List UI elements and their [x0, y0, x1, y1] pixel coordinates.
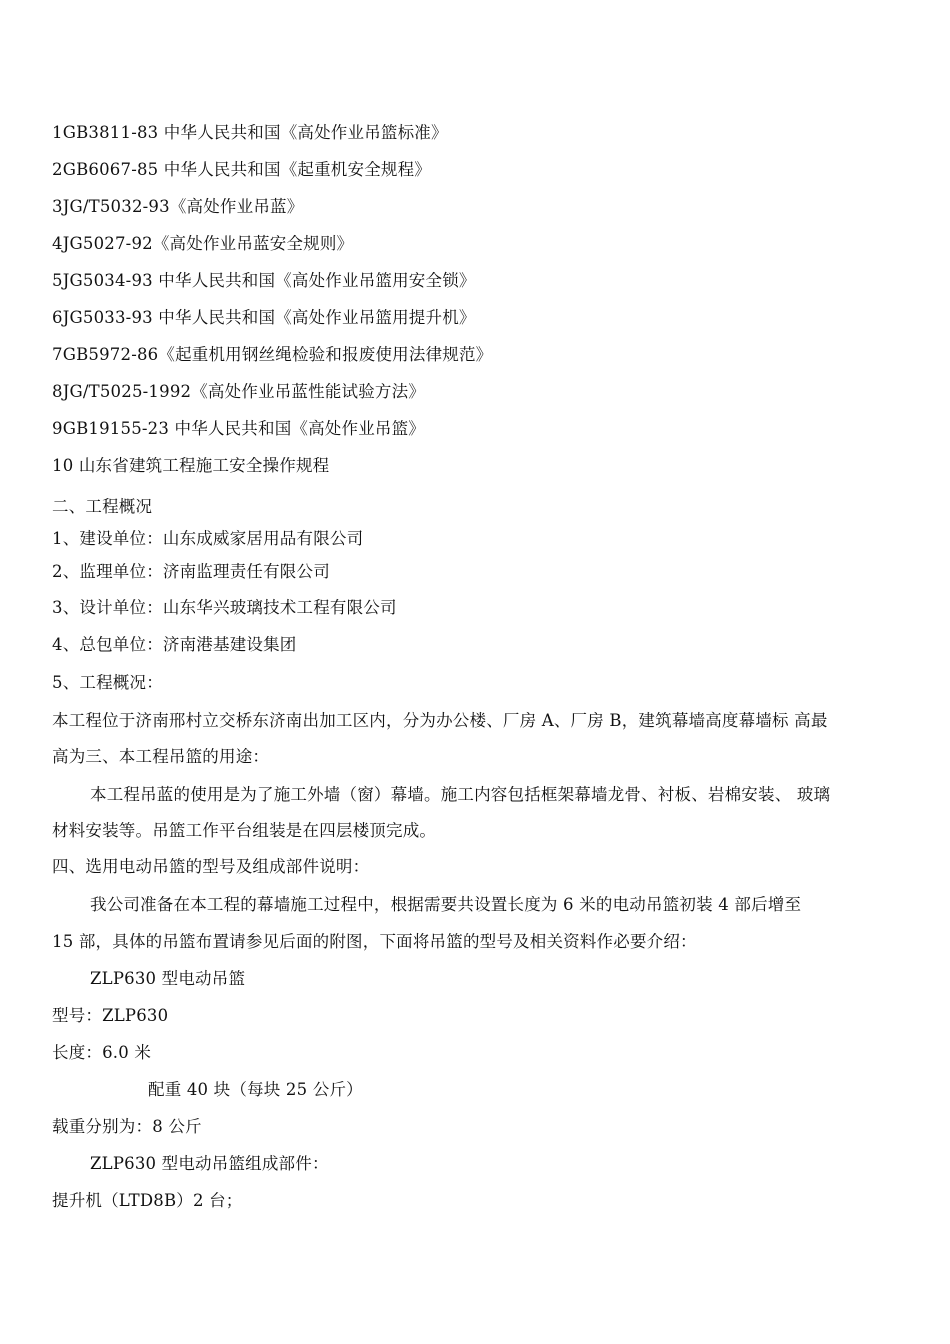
counterweight-spec: 配重 40 块（每块 25 公斤） — [148, 1080, 363, 1099]
intro-paragraph-line-1: 我公司准备在本工程的幕墙施工过程中，根据需要共设置长度为 6 米的电动吊篮初装 4 部后增至 — [90, 895, 802, 914]
length-spec: 长度：6.0 米 — [52, 1043, 152, 1062]
intro-paragraph-line-2: 15 部，具体的吊篮布置请参见后面的附图，下面将吊篮的型号及相关资料作必要介绍： — [52, 932, 697, 951]
purpose-paragraph-line-1: 本工程吊蓝的使用是为了施工外墙（窗）幕墙。施工内容包括框架幕墙龙骨、衬板、岩棉安装、 玻璃 — [90, 785, 831, 804]
model-spec: 型号：ZLP630 — [52, 1006, 169, 1025]
project-overview-label: 5、工程概况： — [52, 673, 163, 692]
model-title: ZLP630 型电动吊篮 — [90, 969, 246, 988]
design-unit: 3、设计单位：山东华兴玻璃技术工程有限公司 — [52, 598, 397, 617]
reference-item-1: 1GB3811-83 中华人民共和国《高处作业吊篮标准》 — [52, 123, 448, 142]
construction-unit: 1、建设单位：山东成威家居用品有限公司 — [52, 529, 364, 548]
reference-item-5: 5JG5034-93 中华人民共和国《高处作业吊篮用安全锁》 — [52, 271, 476, 290]
overview-paragraph-line-1: 本工程位于济南邢村立交桥东济南出加工区内，分为办公楼、厂房 A、厂房 B，建筑幕墙高度幕墙标 高最 — [52, 711, 828, 730]
reference-item-8: 8JG/T5025-1992《高处作业吊蓝性能试验方法》 — [52, 382, 426, 401]
overview-paragraph-line-2: 高为三、本工程吊篮的用途： — [52, 747, 270, 766]
reference-item-6: 6JG5033-93 中华人民共和国《高处作业吊篮用提升机》 — [52, 308, 476, 327]
hoist-spec: 提升机（LTD8B）2 台； — [52, 1191, 243, 1210]
reference-item-2: 2GB6067-85 中华人民共和国《起重机安全规程》 — [52, 160, 432, 179]
reference-item-4: 4JG5027-92《高处作业吊蓝安全规则》 — [52, 234, 354, 253]
parts-title: ZLP630 型电动吊篮组成部件： — [90, 1154, 329, 1173]
reference-item-3: 3JG/T5032-93《高处作业吊蓝》 — [52, 197, 304, 216]
general-contractor: 4、总包单位：济南港基建设集团 — [52, 635, 297, 654]
purpose-paragraph-line-2: 材料安装等。吊篮工作平台组装是在四层楼顶完成。 — [52, 821, 437, 840]
reference-item-7: 7GB5972-86《起重机用钢丝绳检验和报废使用法律规范》 — [52, 345, 493, 364]
reference-item-10: 10 山东省建筑工程施工安全操作规程 — [52, 456, 330, 475]
supervision-unit: 2、监理单位：济南监理责任有限公司 — [52, 562, 330, 581]
section-heading-model: 四、选用电动吊篮的型号及组成部件说明： — [52, 857, 370, 876]
load-spec: 载重分别为：8 公斤 — [52, 1117, 202, 1136]
section-heading-overview: 二、工程概况 — [52, 497, 153, 516]
reference-item-9: 9GB19155-23 中华人民共和国《高处作业吊篮》 — [52, 419, 426, 438]
